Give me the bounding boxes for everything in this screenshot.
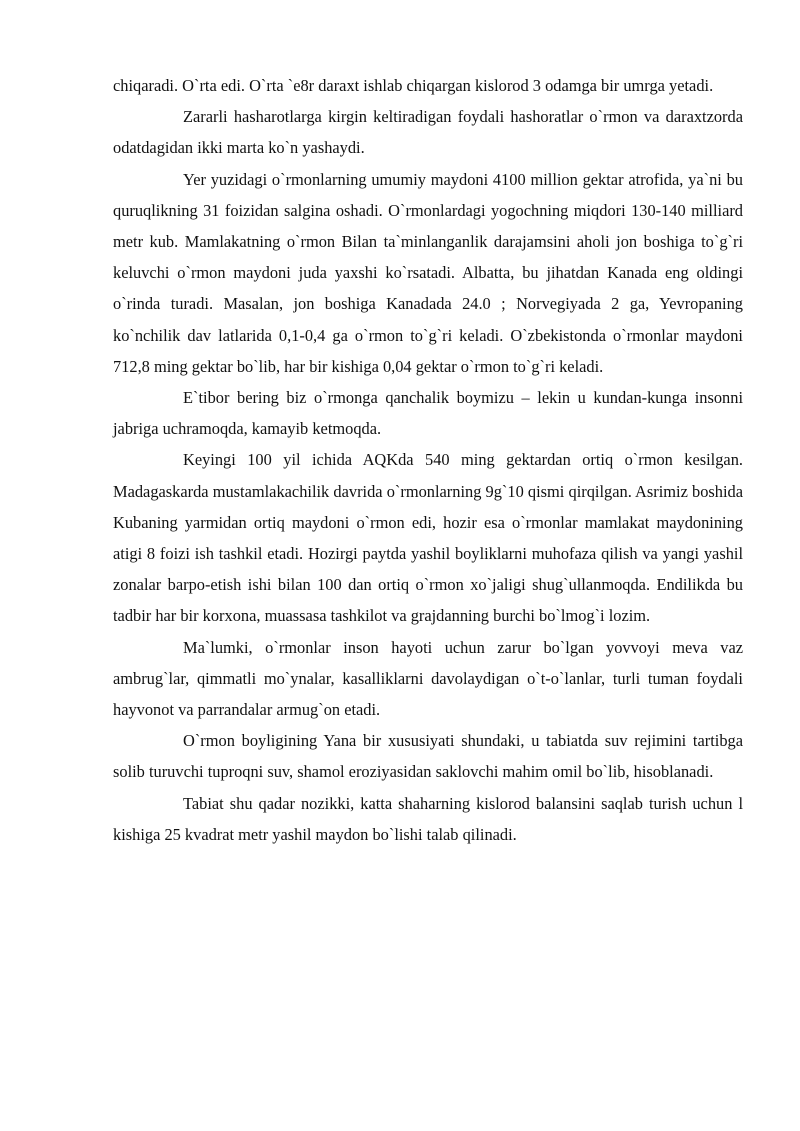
paragraph: Yer yuzidagi o`rmonlarning umumiy maydoni 4100 million gektar atrofida, ya`ni bu quruqlikning 31 foizidan salgina oshadi. O`rmonlardagi yogochning miqdori 130-140 milliard metr kub. Mamlakatning o`rmon Bilan ta`minlanganlik darajamsini aholi jon boshiga to`g`ri keluvchi o`rmon maydoni juda yaxshi ko`rsatadi. Albatta, bu jihatdan Kanada eng oldingi o`rinda turadi. Masalan, jon boshiga Kanadada 24.0 ; Norvegiyada 2 ga, Yevropaning ko`nchilik dav latlarida 0,1-0,4 ga o`rmon to`g`ri keladi. O`zbekistonda o`rmonlar maydoni 712,8 ming gektar bo`lib, har bir kishiga 0,04 gektar o`rmon to`g`ri keladi. <box>113 169 743 376</box>
paragraph: Ma`lumki, o`rmonlar inson hayoti uchun zarur bo`lgan yovvoyi meva vaz ambrug`lar, qimmatli mo`ynalar, kasalliklarni davolaydigan o`t-o`lanlar, turli tuman foydali hayvonot va parrandalar armug`on etadi. <box>113 637 743 720</box>
paragraph: chiqaradi. O`rta edi. O`rta `e8r daraxt ishlab chiqargan kislorod 3 odamga bir umrga yetadi. <box>113 76 714 95</box>
paragraph: Keyingi 100 yil ichida AQKda 540 ming gektardan ortiq o`rmon kesilgan. Madagaskarda mustamlakachilik davrida o`rmonlarning 9g`10 qismi qirqilgan. Asrimiz boshida Kubaning yarmidan ortiq maydoni o`rmon edi, hozir esa o`rmonlar mamlakat maydonining atigi 8 foizi ish tashkil etadi. Hozirgi paytda yashil boyliklarni muhofaza qilish va yangi yashil zonalar barpo-etish ishi bilan 100 dan ortiq o`rmon xo`jaligi shug`ullanmoqda. Endilikda bu tadbir har bir korxona, muassasa tashkilot va grajdanning burchi bo`lmog`i lozim. <box>113 450 743 626</box>
paragraph: E`tibor bering biz o`rmonga qanchalik boymizu – lekin u kundan-kunga insonni jabriga uchramoqda, kamayib ketmoqda. <box>113 388 743 439</box>
document-page <box>113 70 743 850</box>
paragraph: Tabiat shu qadar nozikki, katta shaharning kislorod balansini saqlab turish uchun l kishiga 25 kvadrat metr yashil maydon bo`lishi talab qilinadi. <box>113 793 743 844</box>
paragraph: O`rmon boyligining Yana bir xususiyati shundaki, u tabiatda suv rejimini tartibga solib turuvchi tuproqni suv, shamol eroziyasidan saklovchi mahim omil bo`lib, hisoblanadi. <box>113 731 743 782</box>
paragraph: Zararli hasharotlarga kirgin keltiradigan foydali hashoratlar o`rmon va daraxtzorda odatdagidan ikki marta ko`n yashaydi. <box>113 107 743 158</box>
